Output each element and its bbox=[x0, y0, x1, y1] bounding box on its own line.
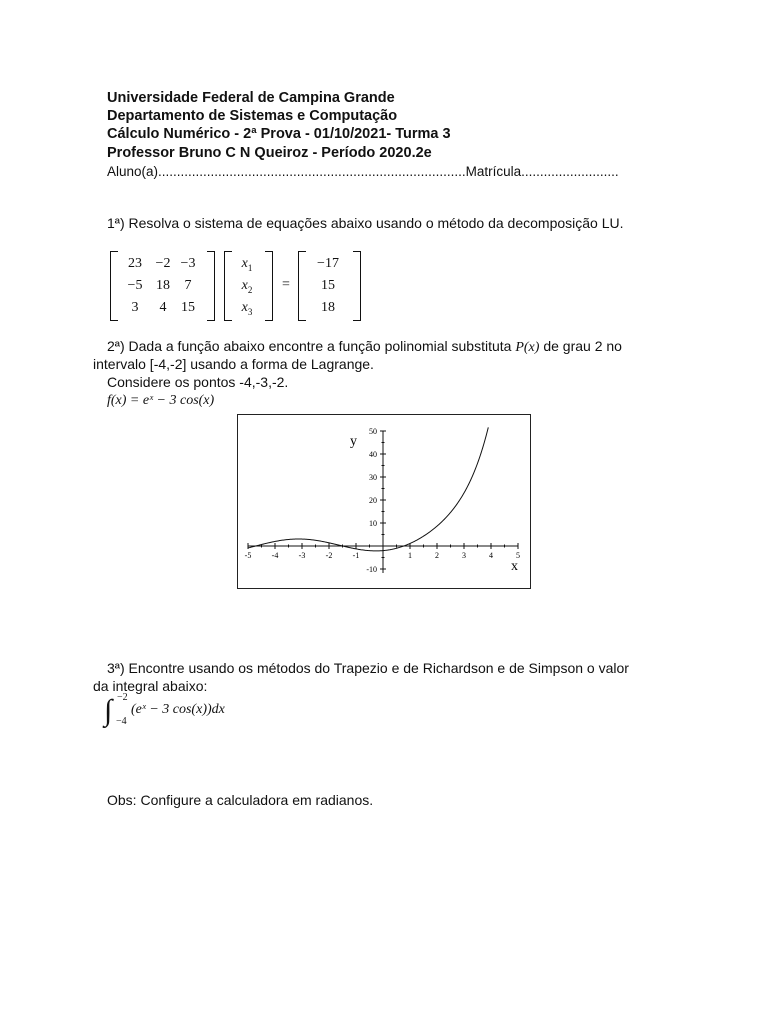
university-name: Universidade Federal de Campina Grande bbox=[107, 90, 395, 106]
integrand: (eˣ − 3 cos(x))dx bbox=[131, 702, 225, 717]
q2-line1-text: 2ª) Dada a função abaixo encontre a função polinomial substituta bbox=[107, 338, 512, 354]
q3-line1: 3ª) Encontre usando os métodos do Trapezio e de Richardson e de Simpson o valor bbox=[107, 660, 629, 676]
q2-function: f(x) = eˣ − 3 cos(x) bbox=[107, 393, 215, 408]
matrix-cell: 18 bbox=[156, 278, 170, 293]
integral-sign: ∫ bbox=[104, 694, 113, 727]
integral-upper-limit: −2 bbox=[117, 692, 128, 703]
plot-svg bbox=[238, 415, 530, 588]
integral-lower-limit: −4 bbox=[116, 716, 127, 727]
q2-line1-end: de grau 2 no bbox=[543, 338, 622, 354]
obs-note: Obs: Configure a calculadora em radianos. bbox=[107, 792, 374, 808]
x-tick-label: 3 bbox=[462, 551, 466, 560]
rhs-left-bracket bbox=[298, 251, 306, 321]
matrix-left-bracket bbox=[110, 251, 118, 321]
y-tick-label: 30 bbox=[369, 473, 377, 482]
variable-cell: $x_1$ bbox=[241, 256, 253, 273]
matrix-cell: 7 bbox=[184, 278, 192, 293]
plot-axes bbox=[248, 431, 518, 573]
x-tick-label: 5 bbox=[516, 551, 520, 560]
x-tick-label: -2 bbox=[325, 551, 333, 560]
variable-cell: $x_3$ bbox=[241, 300, 253, 317]
rhs-cell: 15 bbox=[321, 278, 335, 293]
x-tick-label: 2 bbox=[435, 551, 439, 560]
matrix-cell: −3 bbox=[180, 256, 196, 271]
x-tick-label: -1 bbox=[352, 551, 360, 560]
q1-text: 1ª) Resolva o sistema de equações abaixo usando o método da decomposição LU. bbox=[107, 215, 624, 231]
matrix-cell: −2 bbox=[155, 256, 171, 271]
equals-sign: = bbox=[282, 277, 290, 292]
x-tick-label: -5 bbox=[244, 551, 252, 560]
x-axis-label: x bbox=[511, 559, 518, 574]
vars-left-bracket bbox=[224, 251, 232, 321]
q3-line2: da integral abaixo: bbox=[93, 678, 208, 694]
matrix-cell: 3 bbox=[131, 300, 139, 315]
q2-line3: Considere os pontos -4,-3,-2. bbox=[107, 374, 289, 390]
q2-line2: intervalo [-4,-2] usando a forma de Lagrange. bbox=[93, 356, 374, 372]
y-tick-label: 50 bbox=[369, 427, 377, 436]
student-line: Aluno(a)..................................................................................Matrícula.......................... bbox=[107, 164, 619, 179]
matrix-cell: 15 bbox=[181, 300, 195, 315]
matrix-cell: 4 bbox=[159, 300, 167, 315]
vars-right-bracket bbox=[265, 251, 273, 321]
rhs-cell: −17 bbox=[317, 256, 339, 271]
professor-line: Professor Bruno C N Queiroz - Período 2020.2e bbox=[107, 145, 432, 161]
exam-title: Cálculo Numérico - 2ª Prova - 01/10/2021- Turma 3 bbox=[107, 126, 451, 142]
matrix-right-bracket bbox=[207, 251, 215, 321]
y-tick-label: 40 bbox=[369, 450, 377, 459]
variable-cell: $x_2$ bbox=[241, 278, 253, 295]
x-tick-label: 4 bbox=[489, 551, 493, 560]
y-tick-label: 20 bbox=[369, 496, 377, 505]
y-tick-label: -10 bbox=[366, 565, 377, 574]
department-name: Departamento de Sistemas e Computação bbox=[107, 108, 398, 124]
function-plot bbox=[237, 414, 531, 589]
x-tick-label: -3 bbox=[298, 551, 306, 560]
rhs-right-bracket bbox=[353, 251, 361, 321]
integral-expression bbox=[104, 694, 284, 730]
q2-poly: P(x) bbox=[515, 340, 540, 355]
y-axis-label: y bbox=[350, 434, 357, 449]
plot-ticks bbox=[245, 427, 520, 574]
x-tick-label: 1 bbox=[408, 551, 412, 560]
y-tick-label: 10 bbox=[369, 519, 377, 528]
matrix-cell: 23 bbox=[128, 256, 142, 271]
rhs-cell: 18 bbox=[321, 300, 335, 315]
x-tick-label: -4 bbox=[271, 551, 279, 560]
q2-line1 bbox=[107, 337, 622, 357]
function-curve bbox=[248, 427, 488, 551]
matrix-cell: −5 bbox=[127, 278, 143, 293]
